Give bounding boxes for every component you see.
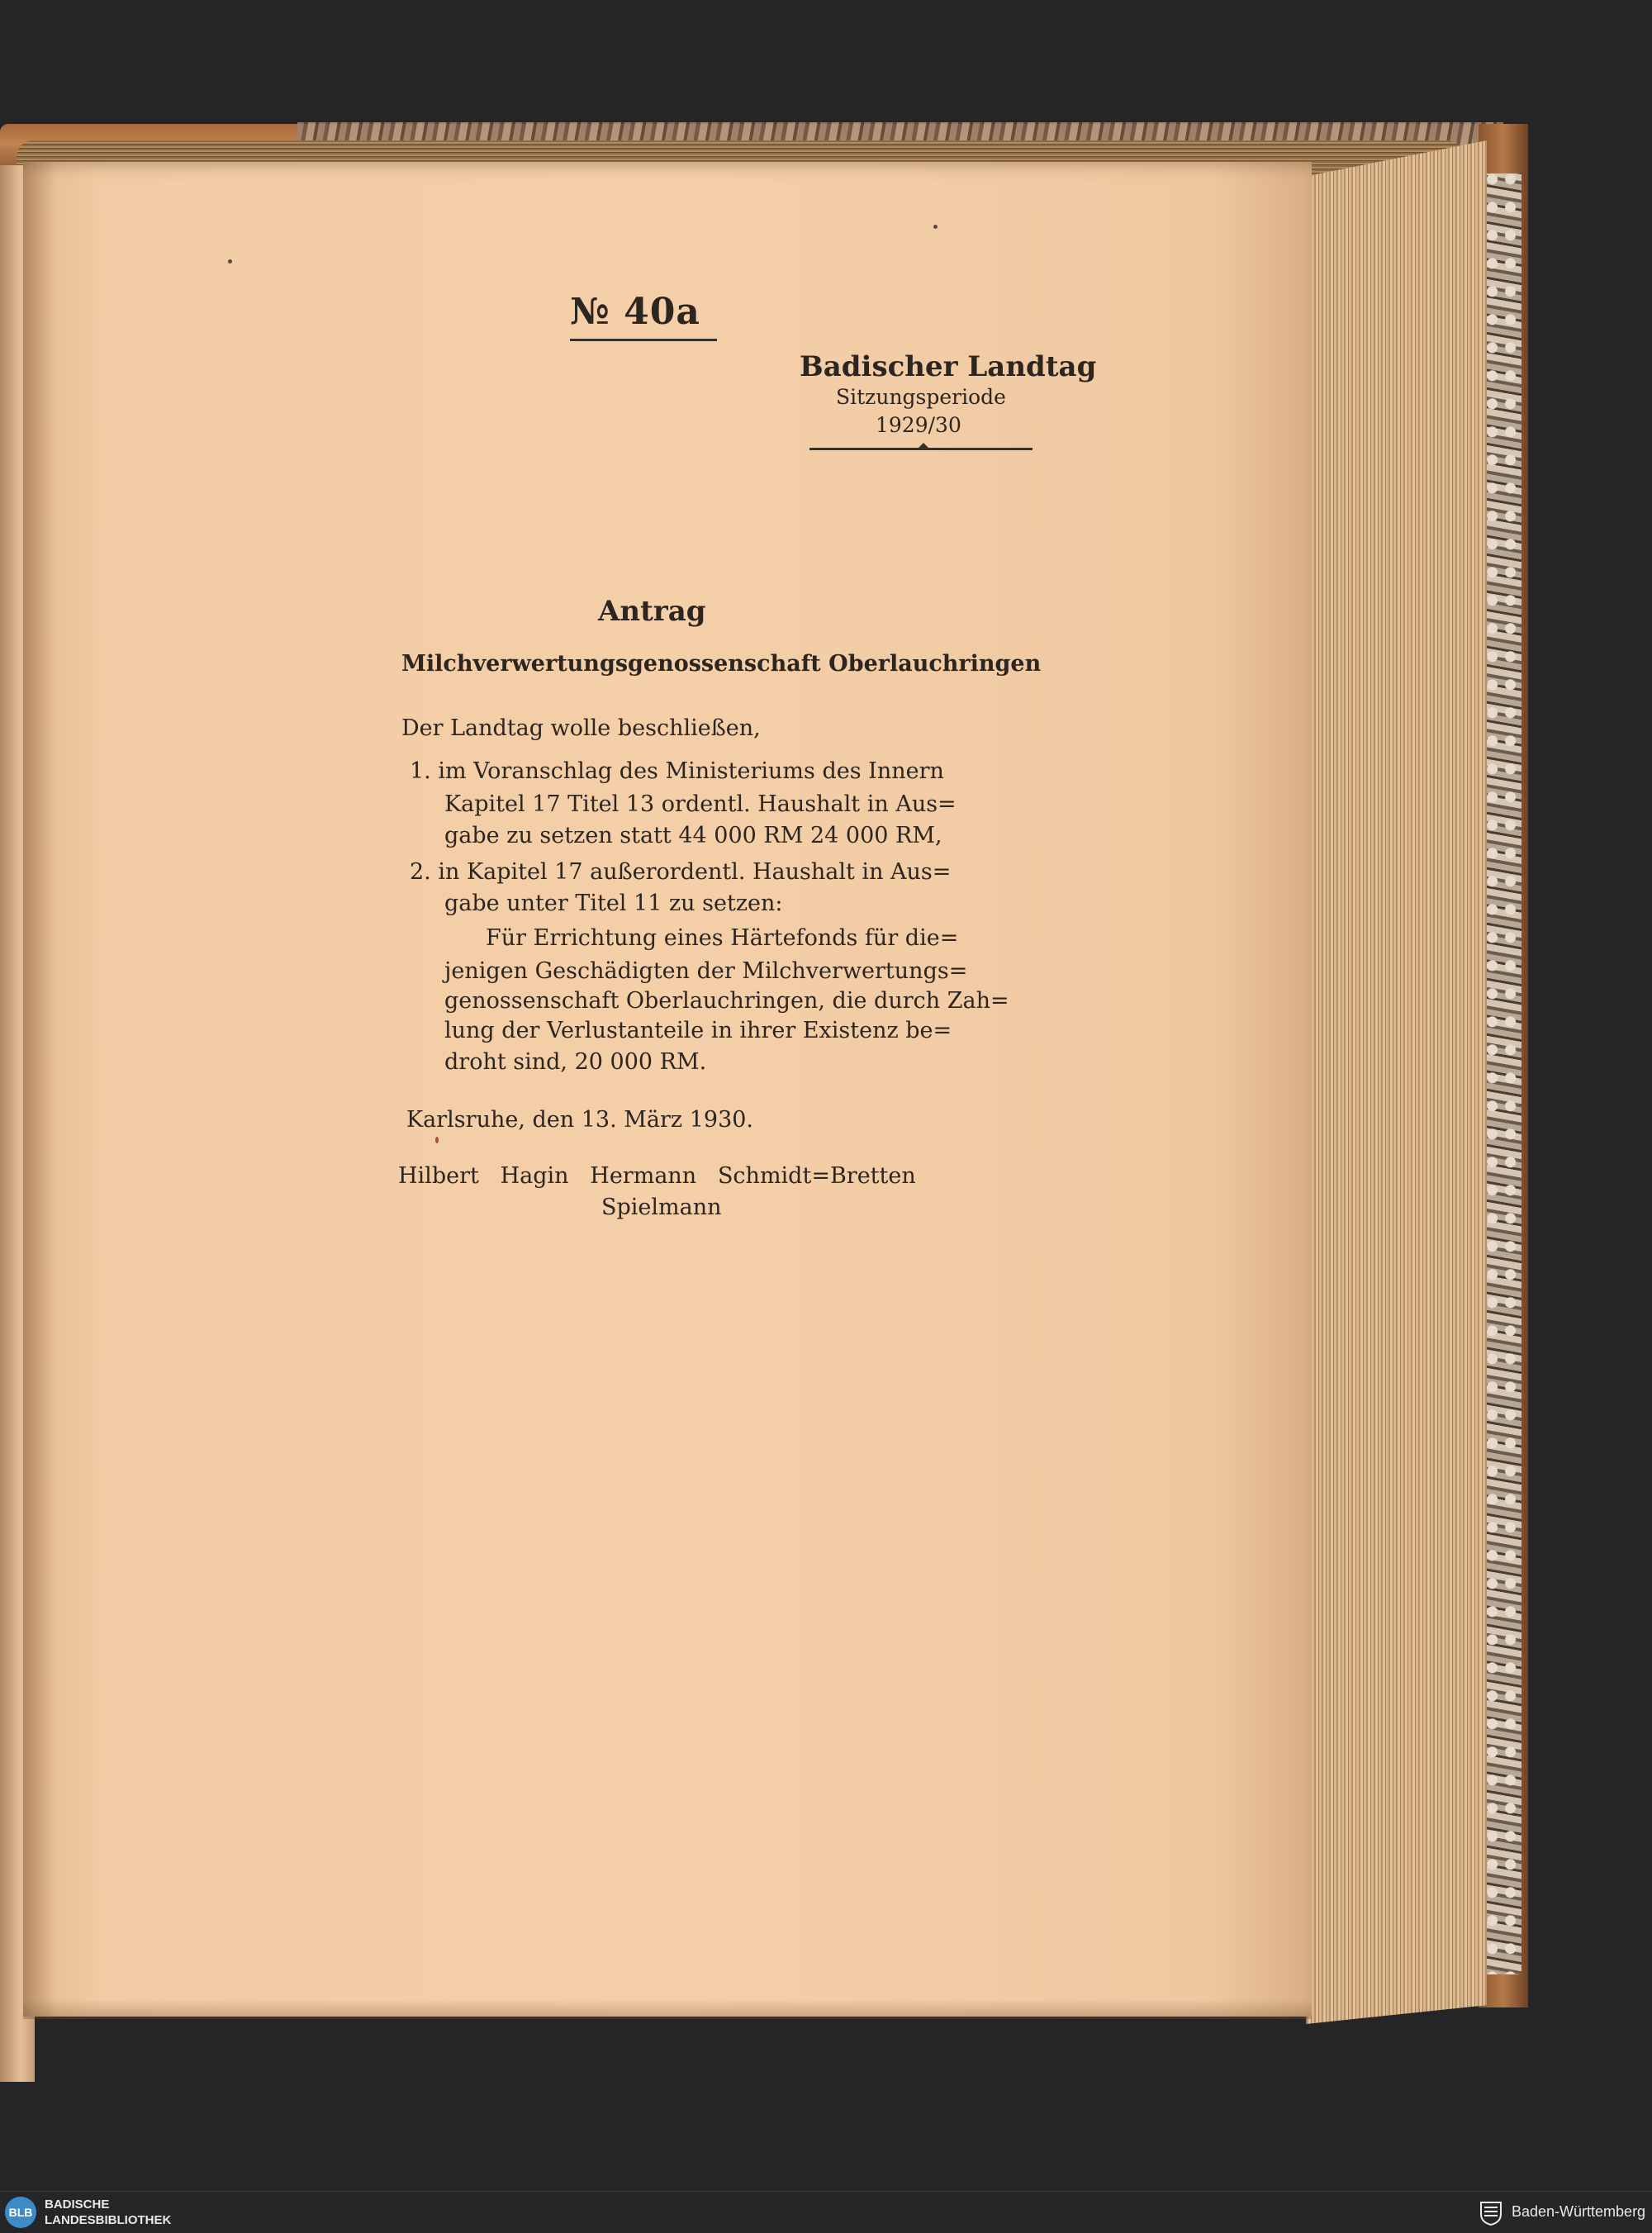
paragraph-line1: Für Errichtung eines Härtefonds für die= xyxy=(486,925,959,951)
signatories-line2: Spielmann xyxy=(601,1195,722,1220)
document-title: Antrag xyxy=(598,595,706,628)
paper-speck xyxy=(228,259,232,264)
page-bottom-shadow xyxy=(23,1999,1312,2019)
paragraph-line2: jenigen Geschädigten der Milchverwertungs= xyxy=(444,958,968,984)
document-subject: Milchverwertungsgenossenschaft Oberlauchringen xyxy=(401,651,1042,677)
baden-wuerttemberg-crest-icon xyxy=(1479,2200,1503,2226)
footer-bar xyxy=(0,2191,1652,2233)
document-number: № 40a xyxy=(570,291,700,333)
marbled-cover-right xyxy=(1487,173,1521,1974)
paragraph-line5: droht sind, 20 000 RM. xyxy=(444,1049,707,1075)
blb-logo-icon[interactable]: BLB xyxy=(5,2197,36,2228)
document-page xyxy=(23,162,1312,2017)
library-name[interactable] xyxy=(45,2197,171,2228)
page-block-fore-edge xyxy=(1297,140,1487,2024)
item1-line3: gabe zu setzen statt 44 000 RM 24 000 RM, xyxy=(444,823,942,848)
intro-text: Der Landtag wolle beschließen, xyxy=(401,715,761,741)
item1-line1: 1. im Voranschlag des Ministeriums des Innern xyxy=(410,758,944,784)
signatories-line1: Hilbert Hagin Hermann Schmidt=Bretten xyxy=(398,1163,916,1189)
state-name[interactable]: Baden-Württemberg xyxy=(1512,2203,1646,2220)
header-parliament: Badischer Landtag xyxy=(800,350,1097,383)
paragraph-line3: genossenschaft Oberlauchringen, die durch Zah= xyxy=(444,988,1009,1014)
paper-speck xyxy=(933,225,938,229)
number-underline xyxy=(570,339,717,341)
spine-shadow xyxy=(23,162,56,2017)
library-name-line1: BADISCHE xyxy=(45,2197,110,2212)
header-rule xyxy=(809,448,1032,450)
ink-mark xyxy=(435,1137,439,1143)
header-session: Sitzungsperiode xyxy=(836,385,1006,409)
place-date: Karlsruhe, den 13. März 1930. xyxy=(406,1107,754,1133)
header-years: 1929/30 xyxy=(876,413,961,437)
item2-line1: 2. in Kapitel 17 außerordentl. Haushalt in Aus= xyxy=(410,859,952,885)
item1-line2: Kapitel 17 Titel 13 ordentl. Haushalt in Aus= xyxy=(444,791,957,817)
library-name-line2: LANDESBIBLIOTHEK xyxy=(45,2213,172,2227)
item2-line2: gabe unter Titel 11 zu setzen: xyxy=(444,891,783,916)
paragraph-line4: lung der Verlustanteile in ihrer Existenz be= xyxy=(444,1018,952,1043)
